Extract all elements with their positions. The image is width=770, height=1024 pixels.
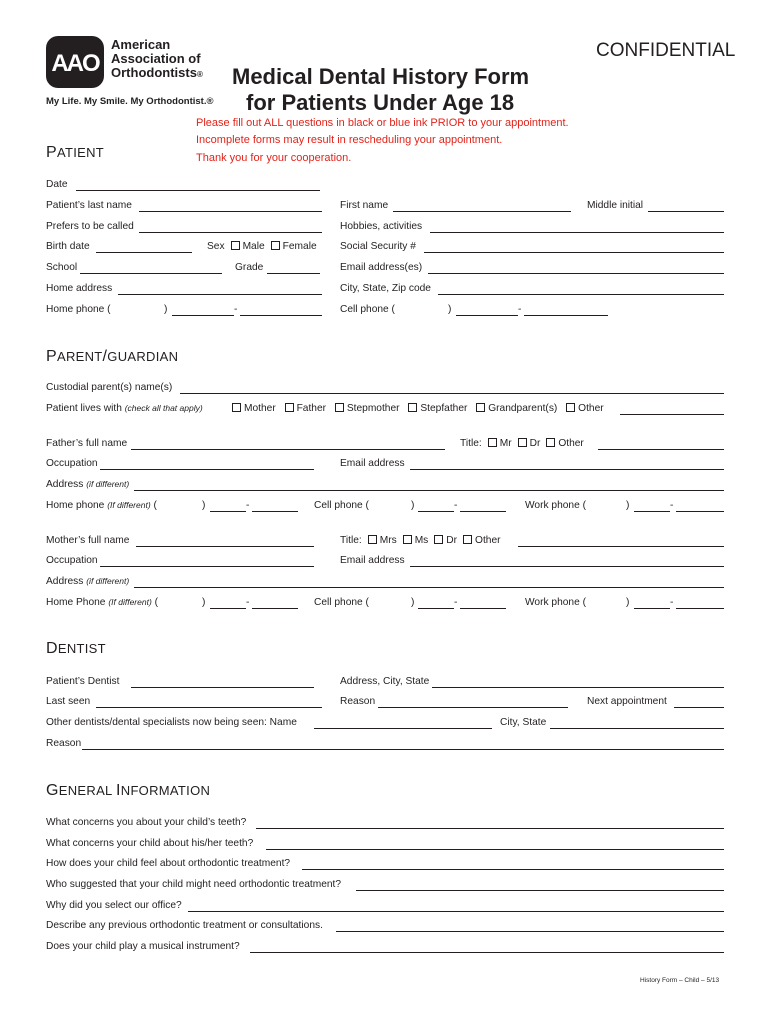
father-address-label: Address (if different): [46, 479, 130, 490]
instruction-3: Thank you for your cooperation.: [196, 152, 352, 164]
mother-home-phone-dash: -: [246, 597, 250, 608]
form-title-line1: Medical Dental History Form: [232, 64, 530, 89]
school-label: School: [46, 262, 78, 273]
father-other-checkbox[interactable]: [546, 438, 555, 447]
male-checkbox[interactable]: [231, 241, 240, 250]
father-cell-phone-dash: -: [454, 500, 458, 511]
father-option: Father: [296, 403, 327, 414]
father-address-field[interactable]: [134, 490, 724, 491]
other-dentists-reason-field[interactable]: [82, 749, 724, 750]
father-email-field[interactable]: [410, 469, 724, 470]
question-1-field[interactable]: [256, 828, 724, 829]
city-state-zip-field[interactable]: [438, 294, 724, 295]
father-home-phone-dash: -: [246, 500, 250, 511]
org-line-3: Orthodontists: [111, 65, 197, 80]
hobbies-label: Hobbies, activities: [340, 221, 423, 232]
next-appointment-label: Next appointment: [587, 696, 667, 707]
mother-home-phone-prefix[interactable]: [210, 608, 246, 609]
father-cell-phone-prefix[interactable]: [418, 511, 454, 512]
dr-option: Dr: [529, 438, 541, 449]
stepfather-option: Stepfather: [420, 403, 468, 414]
lives-with-label: Patient lives with (check all that apply): [46, 403, 203, 414]
mother-name-field[interactable]: [136, 546, 314, 547]
mrs-option: Mrs: [379, 535, 397, 546]
stepfather-checkbox[interactable]: [408, 403, 417, 412]
stepmother-checkbox[interactable]: [335, 403, 344, 412]
father-title-label: Title:: [460, 438, 482, 449]
mother-name-label: Mother’s full name: [46, 535, 130, 546]
mother-cell-phone-number[interactable]: [460, 608, 506, 609]
other-dentists-label: Other dentists/dental specialists now being seen: Name: [46, 717, 297, 728]
custodial-field[interactable]: [180, 393, 724, 394]
mother-work-phone-number[interactable]: [676, 608, 724, 609]
other-dentists-reason-label: Reason: [46, 738, 82, 749]
instruction-1: Please fill out ALL questions in black or blue ink PRIOR to your appointment.: [196, 117, 569, 129]
stepmother-option: Stepmother: [346, 403, 400, 414]
ms-option: Ms: [414, 535, 429, 546]
patients-dentist-field[interactable]: [131, 687, 314, 688]
patients-dentist-label: Patient’s Dentist: [46, 676, 120, 687]
last-seen-field[interactable]: [96, 707, 322, 708]
footer-text: History Form – Child – 5/13: [640, 977, 720, 984]
hobbies-field[interactable]: [430, 232, 724, 233]
mr-option: Mr: [499, 438, 512, 449]
first-name-label: First name: [340, 200, 389, 211]
mother-home-phone-number[interactable]: [252, 608, 298, 609]
mother-work-phone-paren: ): [626, 597, 630, 608]
org-line-2: Association of: [111, 51, 201, 66]
dentist-address-label: Address, City, State: [340, 676, 430, 687]
mother-occupation-label: Occupation: [46, 555, 98, 566]
svg-text:AAO: AAO: [51, 50, 99, 77]
father-cell-phone-label: Cell phone (: [314, 500, 369, 511]
sex-label: Sex: [207, 241, 225, 252]
father-work-phone-label: Work phone (: [525, 500, 586, 511]
custodial-label: Custodial parent(s) name(s): [46, 382, 173, 393]
mother-home-phone-label: Home Phone (If different) (: [46, 597, 159, 608]
father-work-phone-paren: ): [626, 500, 630, 511]
mother-dr-option: Dr: [446, 535, 458, 546]
mother-cell-phone-label: Cell phone (: [314, 597, 369, 608]
father-checkbox[interactable]: [285, 403, 294, 412]
mother-title-other-field[interactable]: [518, 546, 724, 547]
father-home-phone-label: Home phone (If different) (: [46, 500, 157, 511]
cell-phone-prefix-field[interactable]: [456, 315, 518, 316]
mother-address-label: Address (if different): [46, 576, 130, 587]
first-name-field[interactable]: [393, 211, 571, 212]
father-title-group: [460, 438, 584, 449]
mother-home-phone-paren: ): [202, 597, 206, 608]
mother-option: Mother: [244, 403, 276, 414]
form-title-line2: for Patients Under Age 18: [246, 90, 515, 115]
dr-checkbox[interactable]: [518, 438, 527, 447]
other-dentists-city-label: City, State: [500, 717, 547, 728]
date-field[interactable]: [76, 190, 320, 191]
birth-date-field[interactable]: [96, 252, 192, 253]
question-3-label: How does your child feel about orthodontic treatment?: [46, 858, 291, 869]
mother-cell-phone-paren: ): [411, 597, 415, 608]
email-label: Email address(es): [340, 262, 423, 273]
middle-initial-field[interactable]: [648, 211, 724, 212]
female-label: Female: [282, 241, 317, 252]
question-2-field[interactable]: [266, 849, 724, 850]
section-title-dentist: DENTIST: [46, 640, 106, 657]
mother-email-label: Email address: [340, 555, 405, 566]
mother-other-checkbox[interactable]: [463, 535, 472, 544]
father-work-phone-dash: -: [670, 500, 674, 511]
last-name-field[interactable]: [139, 211, 322, 212]
female-checkbox[interactable]: [271, 241, 280, 250]
cell-phone-paren: ): [448, 304, 452, 315]
home-address-label: Home address: [46, 283, 113, 294]
father-work-phone-number[interactable]: [676, 511, 724, 512]
reason-label: Reason: [340, 696, 376, 707]
grandparent-option: Grandparent(s): [488, 403, 558, 414]
male-label: Male: [242, 241, 265, 252]
father-name-label: Father’s full name: [46, 438, 128, 449]
father-cell-phone-number[interactable]: [460, 511, 506, 512]
last-seen-label: Last seen: [46, 696, 91, 707]
home-phone-number-field[interactable]: [240, 315, 322, 316]
cell-phone-number-field[interactable]: [524, 315, 608, 316]
father-cell-phone-paren: ): [411, 500, 415, 511]
other-dentists-field[interactable]: [314, 728, 492, 729]
grade-field[interactable]: [267, 273, 320, 274]
mother-work-phone-dash: -: [670, 597, 674, 608]
father-title-other-field[interactable]: [598, 449, 724, 450]
cell-phone-dash: -: [518, 304, 522, 315]
email-field[interactable]: [428, 273, 724, 274]
father-occupation-field[interactable]: [100, 469, 314, 470]
father-work-phone-prefix[interactable]: [634, 511, 670, 512]
mrs-checkbox[interactable]: [368, 535, 377, 544]
ssn-field[interactable]: [424, 252, 724, 253]
aao-logo: [46, 36, 104, 88]
date-label: Date: [46, 179, 68, 190]
father-occupation-label: Occupation: [46, 458, 98, 469]
father-home-phone-paren: ): [202, 500, 206, 511]
lives-with-options: [226, 403, 604, 414]
ssn-label: Social Security #: [340, 241, 416, 252]
dentist-address-field[interactable]: [432, 687, 724, 688]
question-2-label: What concerns your child about his/her teeth?: [46, 838, 254, 849]
middle-initial-label: Middle initial: [587, 200, 644, 211]
question-3-field[interactable]: [302, 869, 724, 870]
next-appointment-field[interactable]: [674, 707, 724, 708]
home-phone-paren: ): [164, 304, 168, 315]
mother-checkbox[interactable]: [232, 403, 241, 412]
mother-dr-checkbox[interactable]: [434, 535, 443, 544]
grade-label: Grade: [235, 262, 264, 273]
other-checkbox[interactable]: [566, 403, 575, 412]
section-title-parent: PARENT/GUARDIAN: [46, 348, 179, 365]
confidential-label: CONFIDENTIAL: [596, 40, 736, 61]
home-phone-dash: -: [234, 304, 238, 315]
father-email-label: Email address: [340, 458, 405, 469]
lives-with-other-field[interactable]: [620, 414, 724, 415]
father-name-field[interactable]: [131, 449, 445, 450]
question-5-field[interactable]: [188, 911, 724, 912]
question-1-label: What concerns you about your child’s teeth?: [46, 817, 247, 828]
tagline: My Life. My Smile. My Orthodontist.®: [46, 96, 214, 107]
mother-other-option: Other: [475, 535, 501, 546]
last-name-label: Patient’s last name: [46, 200, 132, 211]
section-title-general: GENERAL INFORMATION: [46, 782, 211, 799]
ms-checkbox[interactable]: [403, 535, 412, 544]
other-option: Other: [578, 403, 604, 414]
question-6-label: Describe any previous orthodontic treatment or consultations.: [46, 920, 323, 931]
reason-field[interactable]: [378, 707, 568, 708]
other-dentists-city-field[interactable]: [550, 728, 724, 729]
org-line-1: American: [111, 37, 171, 52]
mother-cell-phone-prefix[interactable]: [418, 608, 454, 609]
mother-work-phone-label: Work phone (: [525, 597, 586, 608]
instruction-2: Incomplete forms may result in rescheduling your appointment.: [196, 134, 503, 146]
prefers-field[interactable]: [139, 232, 322, 233]
sex-group: [207, 241, 317, 252]
mother-address-field[interactable]: [134, 587, 724, 588]
org-name: [111, 38, 203, 82]
father-home-phone-prefix[interactable]: [210, 511, 246, 512]
question-4-label: Who suggested that your child might need orthodontic treatment?: [46, 879, 342, 890]
home-phone-prefix-field[interactable]: [172, 315, 234, 316]
grandparent-checkbox[interactable]: [476, 403, 485, 412]
aao-logo-icon: [46, 36, 104, 88]
question-4-field[interactable]: [356, 890, 724, 891]
mother-email-field[interactable]: [410, 566, 724, 567]
birth-date-label: Birth date: [46, 241, 90, 252]
school-field[interactable]: [80, 273, 222, 274]
home-phone-label: Home phone (: [46, 304, 111, 315]
mr-checkbox[interactable]: [488, 438, 497, 447]
question-7-label: Does your child play a musical instrument?: [46, 941, 240, 952]
question-5-label: Why did you select our office?: [46, 900, 182, 911]
mother-title-label: Title:: [340, 535, 362, 546]
mother-title-group: [340, 535, 501, 546]
father-other-option: Other: [558, 438, 584, 449]
cell-phone-label: Cell phone (: [340, 304, 395, 315]
prefers-label: Prefers to be called: [46, 221, 134, 232]
mother-work-phone-prefix[interactable]: [634, 608, 670, 609]
city-state-zip-label: City, State, Zip code: [340, 283, 431, 294]
mother-cell-phone-dash: -: [454, 597, 458, 608]
mother-occupation-field[interactable]: [100, 566, 314, 567]
question-6-field[interactable]: [336, 931, 724, 932]
section-title-patient: PATIENT: [46, 144, 105, 161]
question-7-field[interactable]: [250, 952, 724, 953]
home-address-field[interactable]: [118, 294, 322, 295]
reg-mark: ®: [196, 70, 203, 79]
father-home-phone-number[interactable]: [252, 511, 298, 512]
